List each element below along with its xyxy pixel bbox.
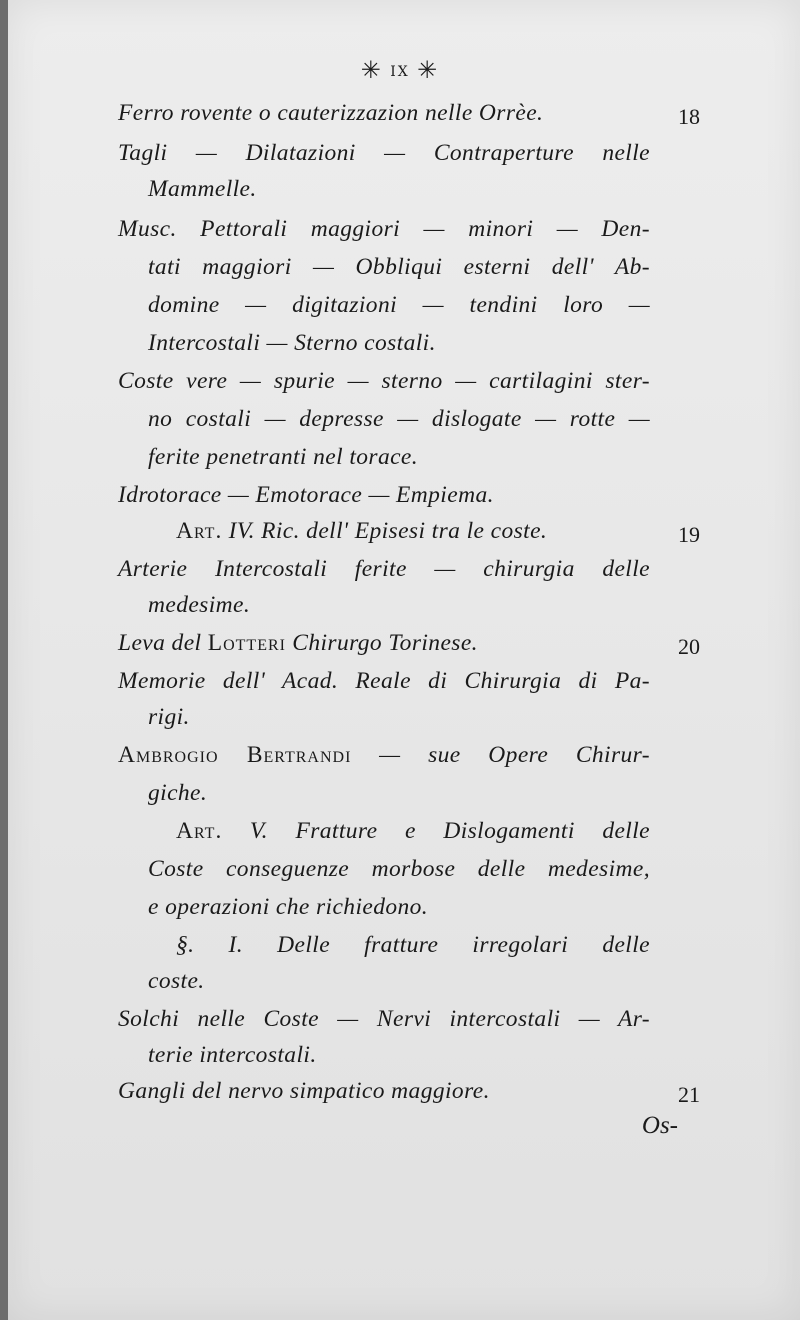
asterism-left-icon: ✳ [360,56,383,84]
toc-section-heading: §. I. Delle fratture irregolari delle [176,932,650,958]
toc-line: domine — digitazioni — tendini loro — [148,292,650,318]
page-ref-19: 19 [678,522,700,547]
asterism-right-icon: ✳ [417,56,440,84]
author-name: Lotteri [207,630,286,656]
page-header [0,56,800,84]
catchword: Os- [641,1112,678,1139]
toc-article-heading [176,520,630,544]
toc-line: Memorie dell' Acad. Reale di Chirurgia di Pa- [118,668,650,694]
article-label: Art. [176,818,223,844]
toc-line: ferite penetranti nel torace. [148,444,419,470]
toc-line: medesime. [148,592,251,618]
toc-line: rigi. [148,704,190,730]
toc-line: e operazioni che richiedono. [148,894,429,920]
page-ref-21: 21 [678,1082,700,1107]
toc-line: Arterie Intercostali ferite — chirurgia delle [118,556,650,582]
toc-text: — sue Opere Chirur- [351,742,650,768]
toc-line: Intercostali — Sterno costali. [148,330,436,356]
toc-article-heading [176,820,650,844]
toc-line: Tagli — Dilatazioni — Contraperture nelle [118,140,650,166]
page-ref-20: 20 [678,634,700,659]
toc-line: coste. [148,968,205,994]
toc-line: Mammelle. [148,176,257,202]
toc-line: Ferro rovente o cauterizzazion nelle Orrèe. [118,100,544,126]
toc-line [118,632,630,656]
toc-line: Coste conseguenze morbose delle medesime, [148,856,650,882]
article-title: IV. Ric. dell' Episesi tra le coste. [222,518,548,544]
toc-line: Musc. Pettorali maggiori — minori — Den- [118,216,650,242]
toc-line: no costali — depresse — dislogate — rotte — [148,406,650,432]
toc-line [118,744,650,768]
toc-line: Gangli del nervo simpatico maggiore. [118,1078,490,1104]
article-label: Art. [176,518,223,544]
toc-text: Leva del [118,630,208,656]
toc-line: Coste vere — spurie — sterno — cartilagini ster- [118,368,650,394]
toc-line: giche. [148,780,208,806]
toc-line: terie intercostali. [148,1042,317,1068]
toc-text: Chirurgo Torinese. [285,630,478,656]
page-ref-18: 18 [678,104,700,129]
toc-line: Solchi nelle Coste — Nervi intercostali — Ar- [118,1006,650,1032]
toc-line: Idrotorace — Emotorace — Empiema. [118,482,494,508]
article-title: V. Fratture e Dislogamenti delle [222,818,650,844]
author-name: Ambrogio Bertrandi [118,742,352,768]
page-numeral: IX [390,64,410,80]
toc-line: tati maggiori — Obbliqui esterni dell' Ab- [148,254,650,280]
